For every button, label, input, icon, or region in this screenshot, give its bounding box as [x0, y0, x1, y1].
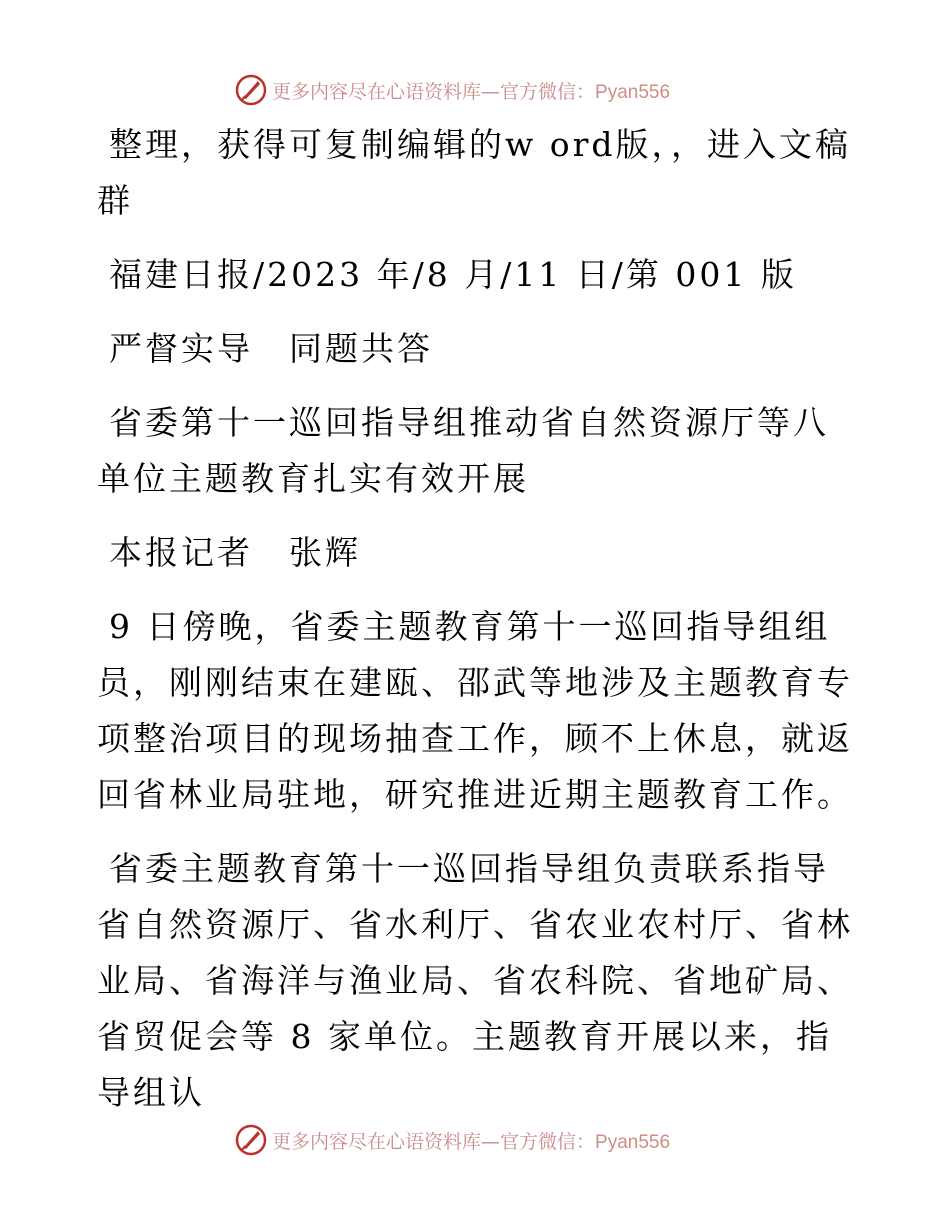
banner-label: 更多内容尽在心语资料库—官方微信：: [272, 80, 596, 103]
paragraph-subheadline: 省委第十一巡回指导组推动省自然资源厅等八单位主题教育扎实有效开展: [97, 403, 829, 498]
banner-text: [272, 1127, 670, 1154]
paragraph-byline: 本报记者 张辉: [109, 533, 361, 572]
banner-wechat-handle: Pyan556: [595, 1131, 671, 1153]
banner-label: 更多内容尽在心语资料库—官方微信：: [272, 1130, 596, 1153]
quill-pen-logo-icon: [234, 73, 268, 107]
paragraph-body-1: 9 日傍晚，省委主题教育第十一巡回指导组组员，刚刚结束在建瓯、邵武等地涉及主题教育专项整治项目的现场抽查工作，顾不上休息，就返回省林业局驻地，研究推进近期主题教育工作。: [97, 607, 853, 814]
quill-pen-logo-icon: [234, 1123, 268, 1157]
paragraph-intro: 整理，获得可复制编辑的w ord版，，进入文稿群: [97, 125, 852, 220]
header-banner: [0, 70, 950, 110]
footer-banner: [0, 1120, 950, 1160]
banner-wechat-handle: Pyan556: [595, 81, 671, 103]
footer-banner-inner: [234, 1120, 670, 1160]
paragraph-source-line: 福建日报/2023 年/8 月/11 日/第 001 版: [109, 255, 797, 294]
banner-text: [272, 77, 670, 104]
paragraph-body-2: 省委主题教育第十一巡回指导组负责联系指导省自然资源厅、省水利厅、省农业农村厅、省林业局、省海洋与渔业局、省农科院、省地矿局、省贸促会等 8 家单位。主题教育开展以来，指导组认: [97, 849, 853, 1112]
paragraph-headline: 严督实导 同题共答: [109, 329, 433, 368]
header-banner-inner: [234, 70, 670, 110]
document-body: [97, 117, 857, 1139]
